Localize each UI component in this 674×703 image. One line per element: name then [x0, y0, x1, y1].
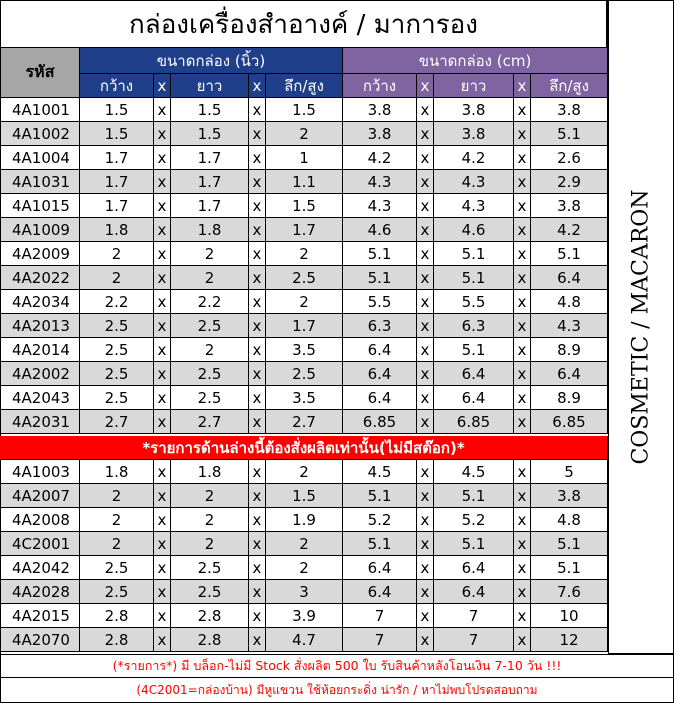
inch-length: 2.5 [171, 362, 249, 386]
inch-depth: 2.7 [266, 410, 343, 434]
cm-width: 4.6 [343, 218, 417, 242]
inch-width: 2 [80, 508, 154, 532]
inch-width: 1.8 [80, 218, 154, 242]
times-sign: x [514, 604, 531, 628]
row-code: 4A1009 [1, 218, 80, 242]
cm-depth: 8.9 [531, 338, 608, 362]
row-code: 4A2042 [1, 556, 80, 580]
times-sign: x [154, 556, 171, 580]
inch-length: 1.7 [171, 170, 249, 194]
cm-width: 7 [343, 628, 417, 652]
inch-depth: 2.5 [266, 266, 343, 290]
times-sign: x [417, 362, 434, 386]
inch-length: 1.7 [171, 146, 249, 170]
times-sign: x [417, 628, 434, 652]
inch-depth: 2 [266, 532, 343, 556]
row-code: 4A1002 [1, 122, 80, 146]
times-sign: x [249, 604, 266, 628]
times-sign: x [417, 338, 434, 362]
cm-length: 5.2 [434, 508, 514, 532]
times-sign: x [417, 146, 434, 170]
row-code: 4A2015 [1, 604, 80, 628]
inch-width: 2 [80, 242, 154, 266]
row-code: 4A2002 [1, 362, 80, 386]
inch-width: 1.7 [80, 146, 154, 170]
row-code: 4A2009 [1, 242, 80, 266]
cm-length: 5.5 [434, 290, 514, 314]
inch-length: 1.5 [171, 122, 249, 146]
inch-depth: 1.7 [266, 218, 343, 242]
times-sign: x [154, 314, 171, 338]
cm-depth: 2.6 [531, 146, 608, 170]
row-code: 4A1031 [1, 170, 80, 194]
times-sign: x [514, 314, 531, 338]
cm-width: 6.4 [343, 386, 417, 410]
times-sign: x [417, 242, 434, 266]
inch-width: 2.2 [80, 290, 154, 314]
times-sign: x [417, 460, 434, 484]
times-sign: x [417, 122, 434, 146]
side-label-panel [608, 0, 674, 654]
cm-width: 4.3 [343, 170, 417, 194]
times-sign: x [514, 146, 531, 170]
times-sign: x [249, 580, 266, 604]
cm-width: 6.3 [343, 314, 417, 338]
cm-depth: 10 [531, 604, 608, 628]
inch-depth: 1.1 [266, 170, 343, 194]
times-sign: x [417, 484, 434, 508]
row-code: 4A2043 [1, 386, 80, 410]
cm-depth: 6.4 [531, 266, 608, 290]
times-sign: x [249, 532, 266, 556]
cm-depth: 3.8 [531, 484, 608, 508]
times-sign: x [249, 460, 266, 484]
times-sign: x [249, 556, 266, 580]
inch-length: 2.8 [171, 628, 249, 652]
inch-width: 2.5 [80, 580, 154, 604]
cm-width: 6.4 [343, 580, 417, 604]
cm-depth: 7.6 [531, 580, 608, 604]
cm-length: 4.2 [434, 146, 514, 170]
header-cm-width: กว้าง [343, 74, 417, 98]
inch-length: 2.2 [171, 290, 249, 314]
cm-depth: 5 [531, 460, 608, 484]
cm-width: 4.2 [343, 146, 417, 170]
cm-length: 4.6 [434, 218, 514, 242]
cm-depth: 6.4 [531, 362, 608, 386]
times-sign: x [249, 362, 266, 386]
inch-width: 2.8 [80, 628, 154, 652]
cm-length: 7 [434, 628, 514, 652]
times-sign: x [417, 194, 434, 218]
inch-length: 1.5 [171, 98, 249, 122]
inch-width: 2.5 [80, 386, 154, 410]
cm-width: 4.5 [343, 460, 417, 484]
cm-length: 6.4 [434, 580, 514, 604]
times-sign: x [417, 98, 434, 122]
times-sign: x [249, 628, 266, 652]
times-sign: x [417, 410, 434, 434]
times-sign: x [249, 266, 266, 290]
cm-length: 6.4 [434, 386, 514, 410]
cm-length: 3.8 [434, 98, 514, 122]
inch-depth: 1.9 [266, 508, 343, 532]
cm-depth: 6.85 [531, 410, 608, 434]
hanging-box-note: (4C2001=กล่องบ้าน) มีหูแขวน ใช้ห้อยกระดิ่ง น่ารัก / หาไม่พบโปรดสอบถาม [0, 678, 674, 703]
times-sign: x [154, 242, 171, 266]
header-inch-times: x [154, 74, 171, 98]
cm-width: 6.4 [343, 338, 417, 362]
inch-length: 2.8 [171, 604, 249, 628]
times-sign: x [249, 290, 266, 314]
times-sign: x [417, 556, 434, 580]
inch-width: 2.5 [80, 314, 154, 338]
times-sign: x [514, 532, 531, 556]
inch-depth: 1.5 [266, 194, 343, 218]
times-sign: x [154, 146, 171, 170]
times-sign: x [249, 218, 266, 242]
header-inch-depth-height: ลึก/สูง [266, 74, 343, 98]
order-note: (*รายการ*) มี บล็อก-ไม่มี Stock สั่งผลิต 500 ใบ รับสินค้าหลังโอนเงิน 7-10 วัน !!! [0, 654, 674, 678]
times-sign: x [417, 532, 434, 556]
row-code: 4A2007 [1, 484, 80, 508]
cm-length: 6.4 [434, 362, 514, 386]
row-code: 4A2070 [1, 628, 80, 652]
times-sign: x [249, 314, 266, 338]
times-sign: x [154, 532, 171, 556]
times-sign: x [249, 386, 266, 410]
inch-length: 2 [171, 242, 249, 266]
cm-length: 7 [434, 604, 514, 628]
times-sign: x [154, 386, 171, 410]
times-sign: x [514, 242, 531, 266]
times-sign: x [514, 194, 531, 218]
times-sign: x [249, 484, 266, 508]
cm-depth: 3.8 [531, 194, 608, 218]
cm-width: 4.3 [343, 194, 417, 218]
inch-depth: 1.5 [266, 98, 343, 122]
inch-length: 1.7 [171, 194, 249, 218]
row-code: 4C2001 [1, 532, 80, 556]
times-sign: x [154, 290, 171, 314]
times-sign: x [249, 122, 266, 146]
cm-length: 5.1 [434, 484, 514, 508]
times-sign: x [514, 122, 531, 146]
times-sign: x [514, 410, 531, 434]
times-sign: x [514, 98, 531, 122]
cm-length: 4.3 [434, 170, 514, 194]
times-sign: x [417, 580, 434, 604]
times-sign: x [249, 242, 266, 266]
header-inch-width: กว้าง [80, 74, 154, 98]
cm-width: 6.4 [343, 362, 417, 386]
inch-width: 1.5 [80, 98, 154, 122]
inch-depth: 2.5 [266, 362, 343, 386]
row-code: 4A2013 [1, 314, 80, 338]
inch-depth: 3.5 [266, 338, 343, 362]
cm-depth: 3.8 [531, 98, 608, 122]
inch-length: 1.8 [171, 218, 249, 242]
inch-depth: 2 [266, 242, 343, 266]
cm-length: 4.5 [434, 460, 514, 484]
inch-length: 2.5 [171, 386, 249, 410]
times-sign: x [417, 170, 434, 194]
row-code: 4A2022 [1, 266, 80, 290]
cm-length: 5.1 [434, 266, 514, 290]
inch-length: 1.8 [171, 460, 249, 484]
cm-width: 6.4 [343, 556, 417, 580]
inch-depth: 3.9 [266, 604, 343, 628]
header-size-inch: ขนาดกล่อง (นิ้ว) [80, 48, 343, 74]
row-code: 4A2008 [1, 508, 80, 532]
inch-width: 2.5 [80, 556, 154, 580]
inch-width: 1.7 [80, 170, 154, 194]
cm-width: 3.8 [343, 98, 417, 122]
times-sign: x [417, 386, 434, 410]
header-cm-length: ยาว [434, 74, 514, 98]
times-sign: x [249, 98, 266, 122]
times-sign: x [154, 170, 171, 194]
times-sign: x [154, 580, 171, 604]
side-label: COSMETIC / MACARON [628, 189, 654, 465]
times-sign: x [417, 508, 434, 532]
row-code: 4A2034 [1, 290, 80, 314]
inch-depth: 2 [266, 290, 343, 314]
inch-depth: 1.7 [266, 314, 343, 338]
cm-width: 5.1 [343, 484, 417, 508]
cm-length: 6.4 [434, 556, 514, 580]
times-sign: x [514, 484, 531, 508]
header-inch-length: ยาว [171, 74, 249, 98]
times-sign: x [417, 218, 434, 242]
cm-length: 4.3 [434, 194, 514, 218]
header-code: รหัส [1, 48, 80, 98]
cm-length: 6.3 [434, 314, 514, 338]
cm-depth: 2.9 [531, 170, 608, 194]
cm-depth: 5.1 [531, 556, 608, 580]
row-code: 4A1015 [1, 194, 80, 218]
times-sign: x [514, 338, 531, 362]
times-sign: x [417, 266, 434, 290]
row-code: 4A2031 [1, 410, 80, 434]
inch-width: 2.7 [80, 410, 154, 434]
row-code: 4A2014 [1, 338, 80, 362]
cm-length: 5.1 [434, 242, 514, 266]
cm-depth: 5.1 [531, 532, 608, 556]
times-sign: x [514, 290, 531, 314]
cm-depth: 4.8 [531, 508, 608, 532]
times-sign: x [154, 604, 171, 628]
header-inch-times: x [249, 74, 266, 98]
inch-length: 2 [171, 338, 249, 362]
times-sign: x [249, 508, 266, 532]
times-sign: x [249, 146, 266, 170]
times-sign: x [249, 194, 266, 218]
times-sign: x [249, 338, 266, 362]
times-sign: x [154, 484, 171, 508]
inch-width: 1.7 [80, 194, 154, 218]
times-sign: x [154, 122, 171, 146]
cm-width: 5.1 [343, 266, 417, 290]
inch-width: 2.5 [80, 338, 154, 362]
inch-width: 2 [80, 532, 154, 556]
inch-length: 2 [171, 266, 249, 290]
inch-depth: 4.7 [266, 628, 343, 652]
cm-depth: 12 [531, 628, 608, 652]
row-code: 4A2028 [1, 580, 80, 604]
times-sign: x [154, 508, 171, 532]
row-code: 4A1003 [1, 460, 80, 484]
header-cm-times: x [514, 74, 531, 98]
cm-depth: 4.3 [531, 314, 608, 338]
inch-length: 2.5 [171, 314, 249, 338]
cm-depth: 8.9 [531, 386, 608, 410]
header-cm-times: x [417, 74, 434, 98]
cm-length: 5.1 [434, 338, 514, 362]
times-sign: x [154, 410, 171, 434]
row-code: 4A1001 [1, 98, 80, 122]
cm-depth: 4.2 [531, 218, 608, 242]
times-sign: x [154, 362, 171, 386]
times-sign: x [154, 218, 171, 242]
inch-width: 2 [80, 484, 154, 508]
cm-depth: 4.8 [531, 290, 608, 314]
cm-length: 6.85 [434, 410, 514, 434]
times-sign: x [514, 508, 531, 532]
inch-length: 2.5 [171, 556, 249, 580]
row-code: 4A1004 [1, 146, 80, 170]
inch-width: 2 [80, 266, 154, 290]
made-to-order-banner: *รายการด้านล่างนี้ต้องสั่งผลิตเท่านั้น(ไม่มีสต๊อก)* [0, 436, 608, 460]
times-sign: x [249, 170, 266, 194]
times-sign: x [514, 556, 531, 580]
times-sign: x [154, 194, 171, 218]
times-sign: x [514, 362, 531, 386]
cm-width: 3.8 [343, 122, 417, 146]
times-sign: x [417, 290, 434, 314]
inch-depth: 1 [266, 146, 343, 170]
cm-width: 7 [343, 604, 417, 628]
times-sign: x [154, 628, 171, 652]
times-sign: x [249, 410, 266, 434]
cm-width: 6.85 [343, 410, 417, 434]
times-sign: x [154, 460, 171, 484]
header-size-cm: ขนาดกล่อง (cm) [343, 48, 608, 74]
inch-length: 2 [171, 508, 249, 532]
times-sign: x [514, 218, 531, 242]
cm-depth: 5.1 [531, 242, 608, 266]
inch-length: 2 [171, 532, 249, 556]
times-sign: x [514, 170, 531, 194]
times-sign: x [514, 460, 531, 484]
cm-width: 5.5 [343, 290, 417, 314]
times-sign: x [154, 266, 171, 290]
header-cm-depth-height: ลึก/สูง [531, 74, 608, 98]
cm-depth: 5.1 [531, 122, 608, 146]
cm-width: 5.2 [343, 508, 417, 532]
times-sign: x [514, 266, 531, 290]
cm-width: 5.1 [343, 242, 417, 266]
cm-width: 5.1 [343, 532, 417, 556]
inch-width: 1.8 [80, 460, 154, 484]
inch-width: 2.5 [80, 362, 154, 386]
inch-width: 2.8 [80, 604, 154, 628]
inch-length: 2.5 [171, 580, 249, 604]
times-sign: x [514, 628, 531, 652]
cm-length: 3.8 [434, 122, 514, 146]
inch-depth: 3 [266, 580, 343, 604]
inch-width: 1.5 [80, 122, 154, 146]
inch-depth: 2 [266, 460, 343, 484]
cm-length: 5.1 [434, 532, 514, 556]
times-sign: x [514, 580, 531, 604]
times-sign: x [417, 314, 434, 338]
times-sign: x [154, 98, 171, 122]
inch-depth: 1.5 [266, 484, 343, 508]
times-sign: x [154, 338, 171, 362]
sheet-title: กล่องเครื่องสำอางค์ / มาการอง [0, 0, 608, 48]
times-sign: x [514, 386, 531, 410]
inch-length: 2 [171, 484, 249, 508]
inch-length: 2.7 [171, 410, 249, 434]
times-sign: x [417, 604, 434, 628]
inch-depth: 2 [266, 122, 343, 146]
inch-depth: 2 [266, 556, 343, 580]
inch-depth: 3.5 [266, 386, 343, 410]
